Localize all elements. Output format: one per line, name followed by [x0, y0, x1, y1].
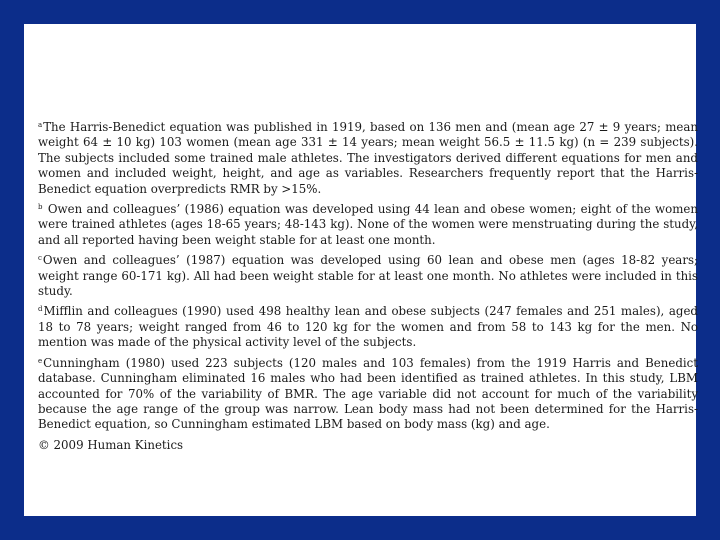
footnotes — [38, 120, 698, 453]
footnote-text: Mifflin and colleagues (1990) used 498 healthy lean and obese subjects (247 females and 251 males), aged 18 to 78 years; weight ranged from 46 to 120 kg for the women and from 58 to 143 kg for the men. No mention was made of the physical activity level of the subjects. — [38, 304, 698, 350]
footnote-text: Owen and colleagues’ (1987) equation was developed using 60 lean and obese men (ages 18-82 years; weight range 60-171 kg). All had been weight stable for at least one month. No athletes were included in this study. — [38, 253, 698, 299]
footnote-marker: d — [38, 305, 43, 314]
footnote-e — [38, 356, 698, 433]
footnote-marker: c — [38, 254, 42, 263]
slide-panel — [24, 24, 699, 516]
footnote-text: Cunningham (1980) used 223 subjects (120 males and 103 females) from the 1919 Harris and Benedict database. Cunningham eliminated 16 males who had been identified as trained athletes. In this study, LBM accounted for 70% of the variability of BMR. The age variable did not account for much of the variability because the age range of the group was narrow. Lean body mass had not been determined for the Harris-Benedict equation, so Cunningham estimated LBM based on body mass (kg) and age. — [38, 355, 698, 432]
footnote-text: Owen and colleagues’ (1986) equation was developed using 44 lean and obese women; eight of the women were trained athletes (ages 18-65 years; 48-143 kg). None of the women were menstruating during the study, and all reported having been weight stable for at least one month. — [38, 202, 699, 247]
footnote-a — [38, 120, 698, 197]
footnote-text: The Harris-Benedict equation was published in 1919, based on 136 men and (mean age 27 ± 9 years; mean weight 64 ± 10 kg) 103 women (mean age 331 ± 14 years; mean weight 56.5 ± 11.5 kg) (n = 239 subjects). The subjects included some trained male athletes. The investigators derived different equations for men and women and included weight, height, and age as variables. Researchers frequently report that the Harris-Benedict equation overpredicts RMR by >15%. — [38, 120, 698, 196]
footnote-marker: b — [38, 203, 43, 212]
footnote-d — [38, 304, 698, 350]
copyright-notice: © 2009 Human Kinetics — [38, 437, 184, 452]
footnote-c — [38, 253, 698, 299]
footnote-marker: e — [38, 356, 43, 365]
footnote-b — [38, 202, 698, 248]
footnote-marker: a — [38, 121, 43, 129]
